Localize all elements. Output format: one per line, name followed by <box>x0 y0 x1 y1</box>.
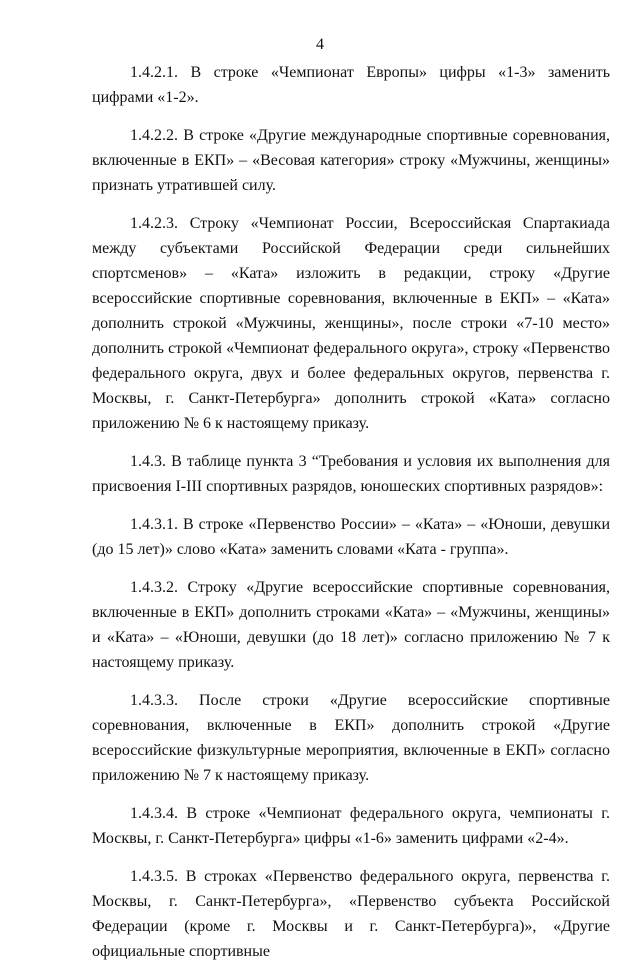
paragraph-1-4-2-3: 1.4.2.3. Строку «Чемпионат России, Всероссийская Спартакиада между субъектами Российской Федерации среди сильнейших спортсменов» – «Ката» изложить в редакции, строку «Другие всероссийские спортивные соревнования, включенные в ЕКП» – «Ката» дополнить строкой «Мужчины, женщины», после строки «7-10 место» дополнить строкой «Чемпионат федерального округа», строку «Первенство федерального округа, двух и более федеральных округов, первенства г. Москвы, г. Санкт-Петербурга» дополнить строкой «Ката» согласно приложению № 6 к настоящему приказу. <box>92 215 610 432</box>
page-number: 4 <box>316 36 324 53</box>
paragraph-1-4-2-2: 1.4.2.2. В строке «Другие международные спортивные соревнования, включенные в ЕКП» – «Весовая категория» строку «Мужчины, женщины» признать утратившей силу. <box>92 127 610 194</box>
paragraph-1-4-3-4: 1.4.3.4. В строке «Чемпионат федерального округа, чемпионаты г. Москвы, г. Санкт-Петербурга» цифры «1-6» заменить цифрами «2-4». <box>92 805 610 847</box>
paragraph-1-4-3-2: 1.4.3.2. Строку «Другие всероссийские спортивные соревнования, включенные в ЕКП» дополнить строками «Ката» – «Мужчины, женщины» и «Ката» – «Юноши, девушки (до 18 лет)» согласно приложению № 7 к настоящему приказу. <box>92 579 610 671</box>
paragraph-1-4-3: 1.4.3. В таблице пункта 3 “Требования и условия их выполнения для присвоения I-III спортивных разрядов, юношеских спортивных разрядов»: <box>92 453 610 495</box>
paragraph-1-4-3-1: 1.4.3.1. В строке «Первенство России» – «Ката» – «Юноши, девушки (до 15 лет)» слово «Ката» заменить словами «Ката - группа». <box>92 516 610 558</box>
paragraph-1-4-3-5: 1.4.3.5. В строках «Первенство федерального округа, первенства г. Москвы, г. Санкт-Петербурга», «Первенство субъекта Российской Федерации (кроме г. Москвы и г. Санкт-Петербурга)», «Другие официальные спортивные <box>92 868 610 960</box>
paragraph-1-4-3-3: 1.4.3.3. После строки «Другие всероссийские спортивные соревнования, включенные в ЕКП» дополнить строкой «Другие всероссийские физкультурные мероприятия, включенные в ЕКП» согласно приложению № 7 к настоящему приказу. <box>92 692 610 784</box>
paragraph-1-4-2-1: 1.4.2.1. В строке «Чемпионат Европы» цифры «1-3» заменить цифрами «1-2». <box>92 64 610 106</box>
document-body <box>92 60 610 977</box>
